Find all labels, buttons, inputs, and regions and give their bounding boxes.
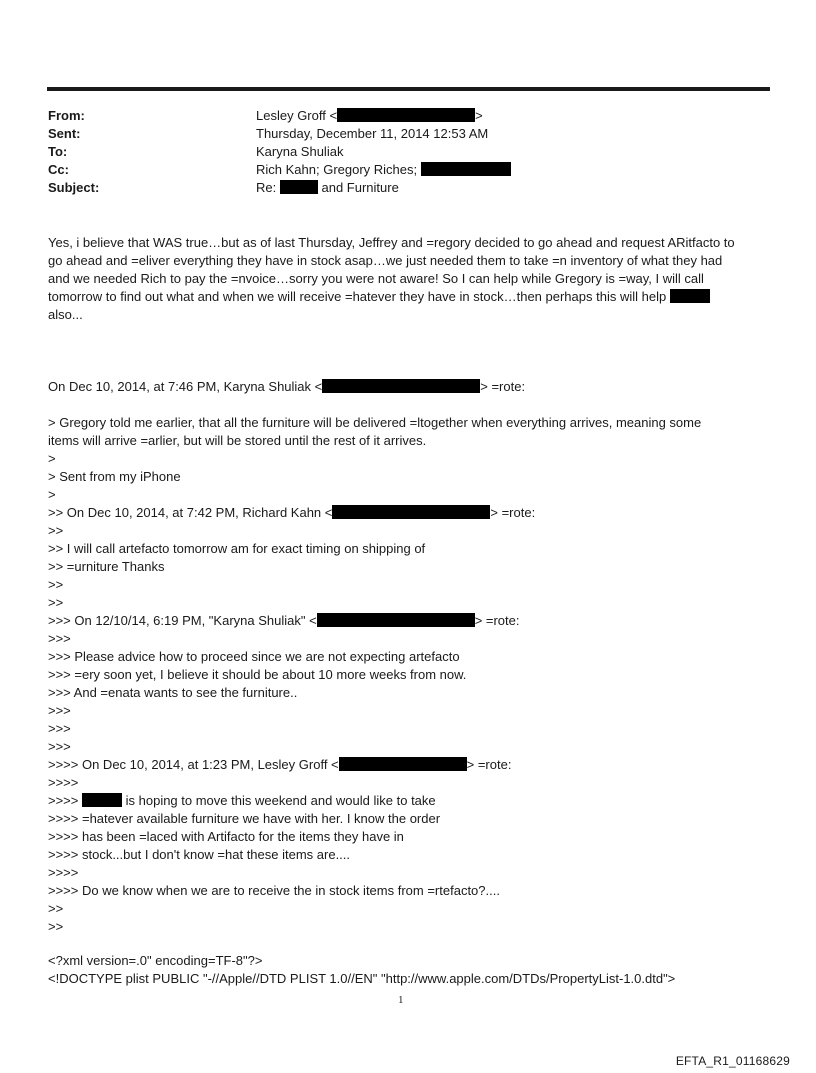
quote-line: >>>> is hoping to move this weekend and would like to take	[48, 793, 436, 808]
quote-line: >>> On 12/10/14, 6:19 PM, "Karyna Shuliak" < > =rote:	[48, 613, 520, 628]
to-value: Karyna Shuliak	[256, 144, 344, 159]
redaction-box	[280, 180, 318, 194]
quote-line: >	[48, 451, 56, 466]
quote-line: >> I will call artefacto tomorrow am for exact timing on shipping of	[48, 541, 426, 556]
quote-line: >> On Dec 10, 2014, at 7:42 PM, Richard Kahn < > =rote:	[48, 505, 536, 520]
quote-line: On Dec 10, 2014, at 7:46 PM, Karyna Shuliak < > =rote:	[48, 379, 526, 394]
to-label: To:	[48, 144, 68, 159]
quote-line: >>	[48, 577, 64, 592]
quote-line: >>>	[48, 703, 71, 718]
sent-value: Thursday, December 11, 2014 12:53 AM	[256, 126, 489, 141]
sent-row	[48, 125, 768, 143]
quote-line: >>>	[48, 721, 71, 736]
redaction-box	[317, 613, 475, 627]
subject-value: Re: and Furniture	[256, 180, 399, 195]
page-number: 1	[398, 994, 404, 1006]
reply-line: go ahead and =eliver everything they have in stock asap…we just needed them to take =n inventory of what they had	[48, 253, 723, 268]
redaction-box	[421, 162, 511, 176]
header-rule	[47, 87, 770, 91]
subject-row	[48, 179, 768, 197]
xml-line: <?xml version=.0" encoding=TF-8"?>	[48, 953, 263, 968]
from-value: Lesley Groff < >	[256, 108, 483, 123]
quoted-thread	[48, 378, 701, 936]
redaction-box	[670, 289, 710, 303]
reply-line: tomorrow to find out what and when we will receive =hatever they have in stock…then perhaps this will help	[48, 288, 760, 306]
reply-paragraph	[48, 234, 760, 324]
sent-label: Sent:	[48, 126, 81, 141]
quote-line: >>>>	[48, 775, 79, 790]
quote-line: >>>> =hatever available furniture we have with her. I know the order	[48, 811, 441, 826]
reply-line: also...	[48, 307, 83, 322]
from-row	[48, 107, 768, 125]
quote-line: items will arrive =arlier, but will be stored until the rest of it arrives.	[48, 433, 427, 448]
quote-line: >>>	[48, 739, 71, 754]
email-header	[48, 107, 768, 197]
bates-number: EFTA_R1_01168629	[675, 1054, 790, 1068]
reply-line: and we needed Rich to pay the =nvoice…sorry you were not aware! So I can help while Gregory is =way, I will call	[48, 271, 704, 286]
quote-line: >>>> On Dec 10, 2014, at 1:23 PM, Lesley Groff < > =rote:	[48, 757, 512, 772]
xml-line: <!DOCTYPE plist PUBLIC "-//Apple//DTD PLIST 1.0//EN" "http://www.apple.com/DTDs/PropertyList-1.0.dtd">	[48, 971, 676, 986]
redaction-box	[82, 793, 122, 807]
quote-line: >	[48, 487, 56, 502]
quote-line: >>>> Do we know when we are to receive the in stock items from =rtefacto?....	[48, 883, 500, 898]
cc-label: Cc:	[48, 162, 69, 177]
quote-line: >>>>	[48, 865, 79, 880]
reply-line: Yes, i believe that WAS true…but as of last Thursday, Jeffrey and =regory decided to go ahead and request ARitfacto to	[48, 235, 735, 250]
quote-line: > Gregory told me earlier, that all the furniture will be delivered =ltogether when everything arrives, meaning some	[48, 415, 702, 430]
quote-line: >> =urniture Thanks	[48, 559, 165, 574]
quote-line: >>	[48, 901, 64, 916]
to-row	[48, 143, 768, 161]
quote-line: >>>> stock...but I don't know =hat these items are....	[48, 847, 351, 862]
subject-label: Subject:	[48, 180, 100, 195]
redaction-box	[332, 505, 490, 519]
from-label: From:	[48, 108, 85, 123]
redaction-box	[339, 757, 467, 771]
quote-line: >>	[48, 523, 64, 538]
quote-line: >>> And =enata wants to see the furniture..	[48, 685, 298, 700]
quote-line: >>>	[48, 631, 71, 646]
quote-line: > Sent from my iPhone	[48, 469, 181, 484]
cc-value: Rich Kahn; Gregory Riches;	[256, 161, 511, 179]
redaction-box	[322, 379, 480, 393]
quote-line: >>> =ery soon yet, I believe it should be about 10 more weeks from now.	[48, 667, 467, 682]
quote-line: >>> Please advice how to proceed since we are not expecting artefacto	[48, 649, 460, 664]
redaction-box	[337, 108, 475, 122]
quote-line: >>	[48, 919, 64, 934]
quote-line: >>>> has been =laced with Artifacto for the items they have in	[48, 829, 404, 844]
xml-trailer	[48, 952, 675, 988]
quote-line: >>	[48, 595, 64, 610]
cc-row	[48, 161, 768, 179]
